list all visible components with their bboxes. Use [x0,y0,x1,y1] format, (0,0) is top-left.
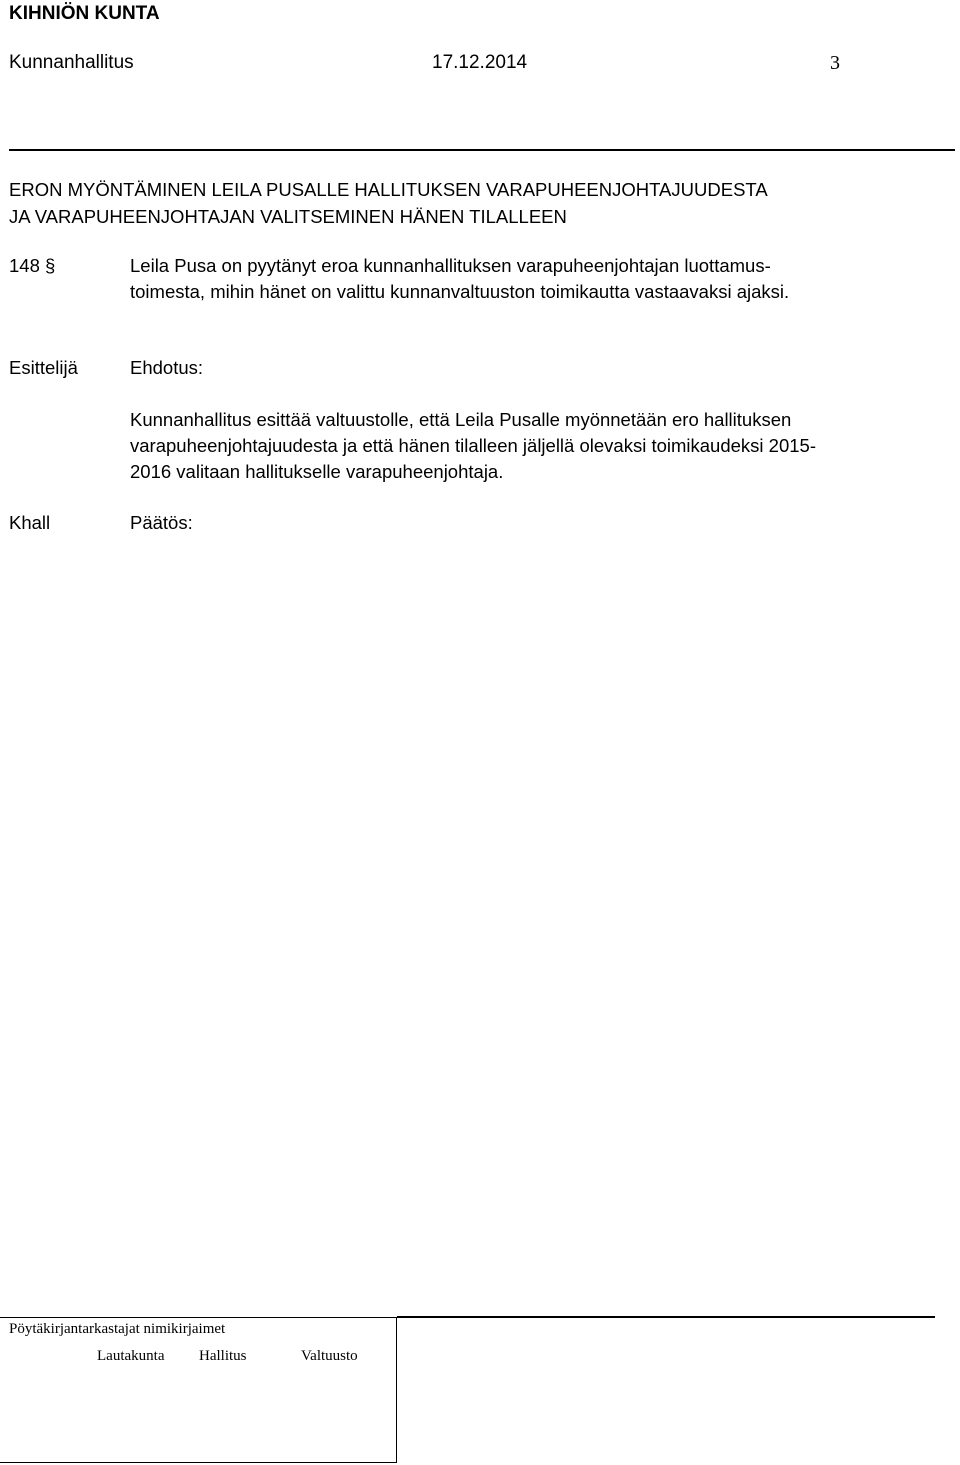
proposal-line-2: varapuheenjohtajuudesta ja että hänen tilalleen jäljellä olevaksi toimikaudeksi 2015- [130,435,816,456]
section-title-line-2: JA VARAPUHEENJOHTAJAN VALITSEMINEN HÄNEN TILALLEEN [9,206,567,227]
footer-divider [397,1316,935,1318]
proposal-line-3: 2016 valitaan hallitukselle varapuheenjohtaja. [130,461,504,482]
meeting-body: Kunnanhallitus [9,52,134,73]
section-title [9,176,768,230]
organization-name: KIHNIÖN KUNTA [9,3,160,24]
meeting-date: 17.12.2014 [432,52,528,73]
intro-line-1: Leila Pusa on pyytänyt eroa kunnanhallituksen varapuheenjohtajan luottamus- [130,255,771,276]
presenter-label: Esittelijä [9,357,78,378]
intro-line-2: toimesta, mihin hänet on valittu kunnanvaltuuston toimikautta vastaavaksi ajaksi. [130,281,790,302]
header-divider [9,149,955,151]
page-number: 3 [830,52,840,74]
proposal-heading: Ehdotus: [130,357,204,378]
footer-option-lautakunta: Lautakunta [97,1348,165,1364]
signature-box [0,1317,397,1463]
footer-option-hallitus: Hallitus [199,1348,247,1364]
decision-heading: Päätös: [130,512,193,533]
decision-body-label: Khall [9,512,51,533]
section-title-line-1: ERON MYÖNTÄMINEN LEILA PUSALLE HALLITUKSEN VARAPUHEENJOHTAJUUDESTA [9,179,768,200]
footer-option-valtuusto: Valtuusto [301,1348,358,1364]
section-number: 148 § [9,255,56,276]
signature-label: Pöytäkirjantarkastajat nimikirjaimet [9,1321,226,1337]
proposal-line-1: Kunnanhallitus esittää valtuustolle, että Leila Pusalle myönnetään ero hallituksen [130,409,792,430]
